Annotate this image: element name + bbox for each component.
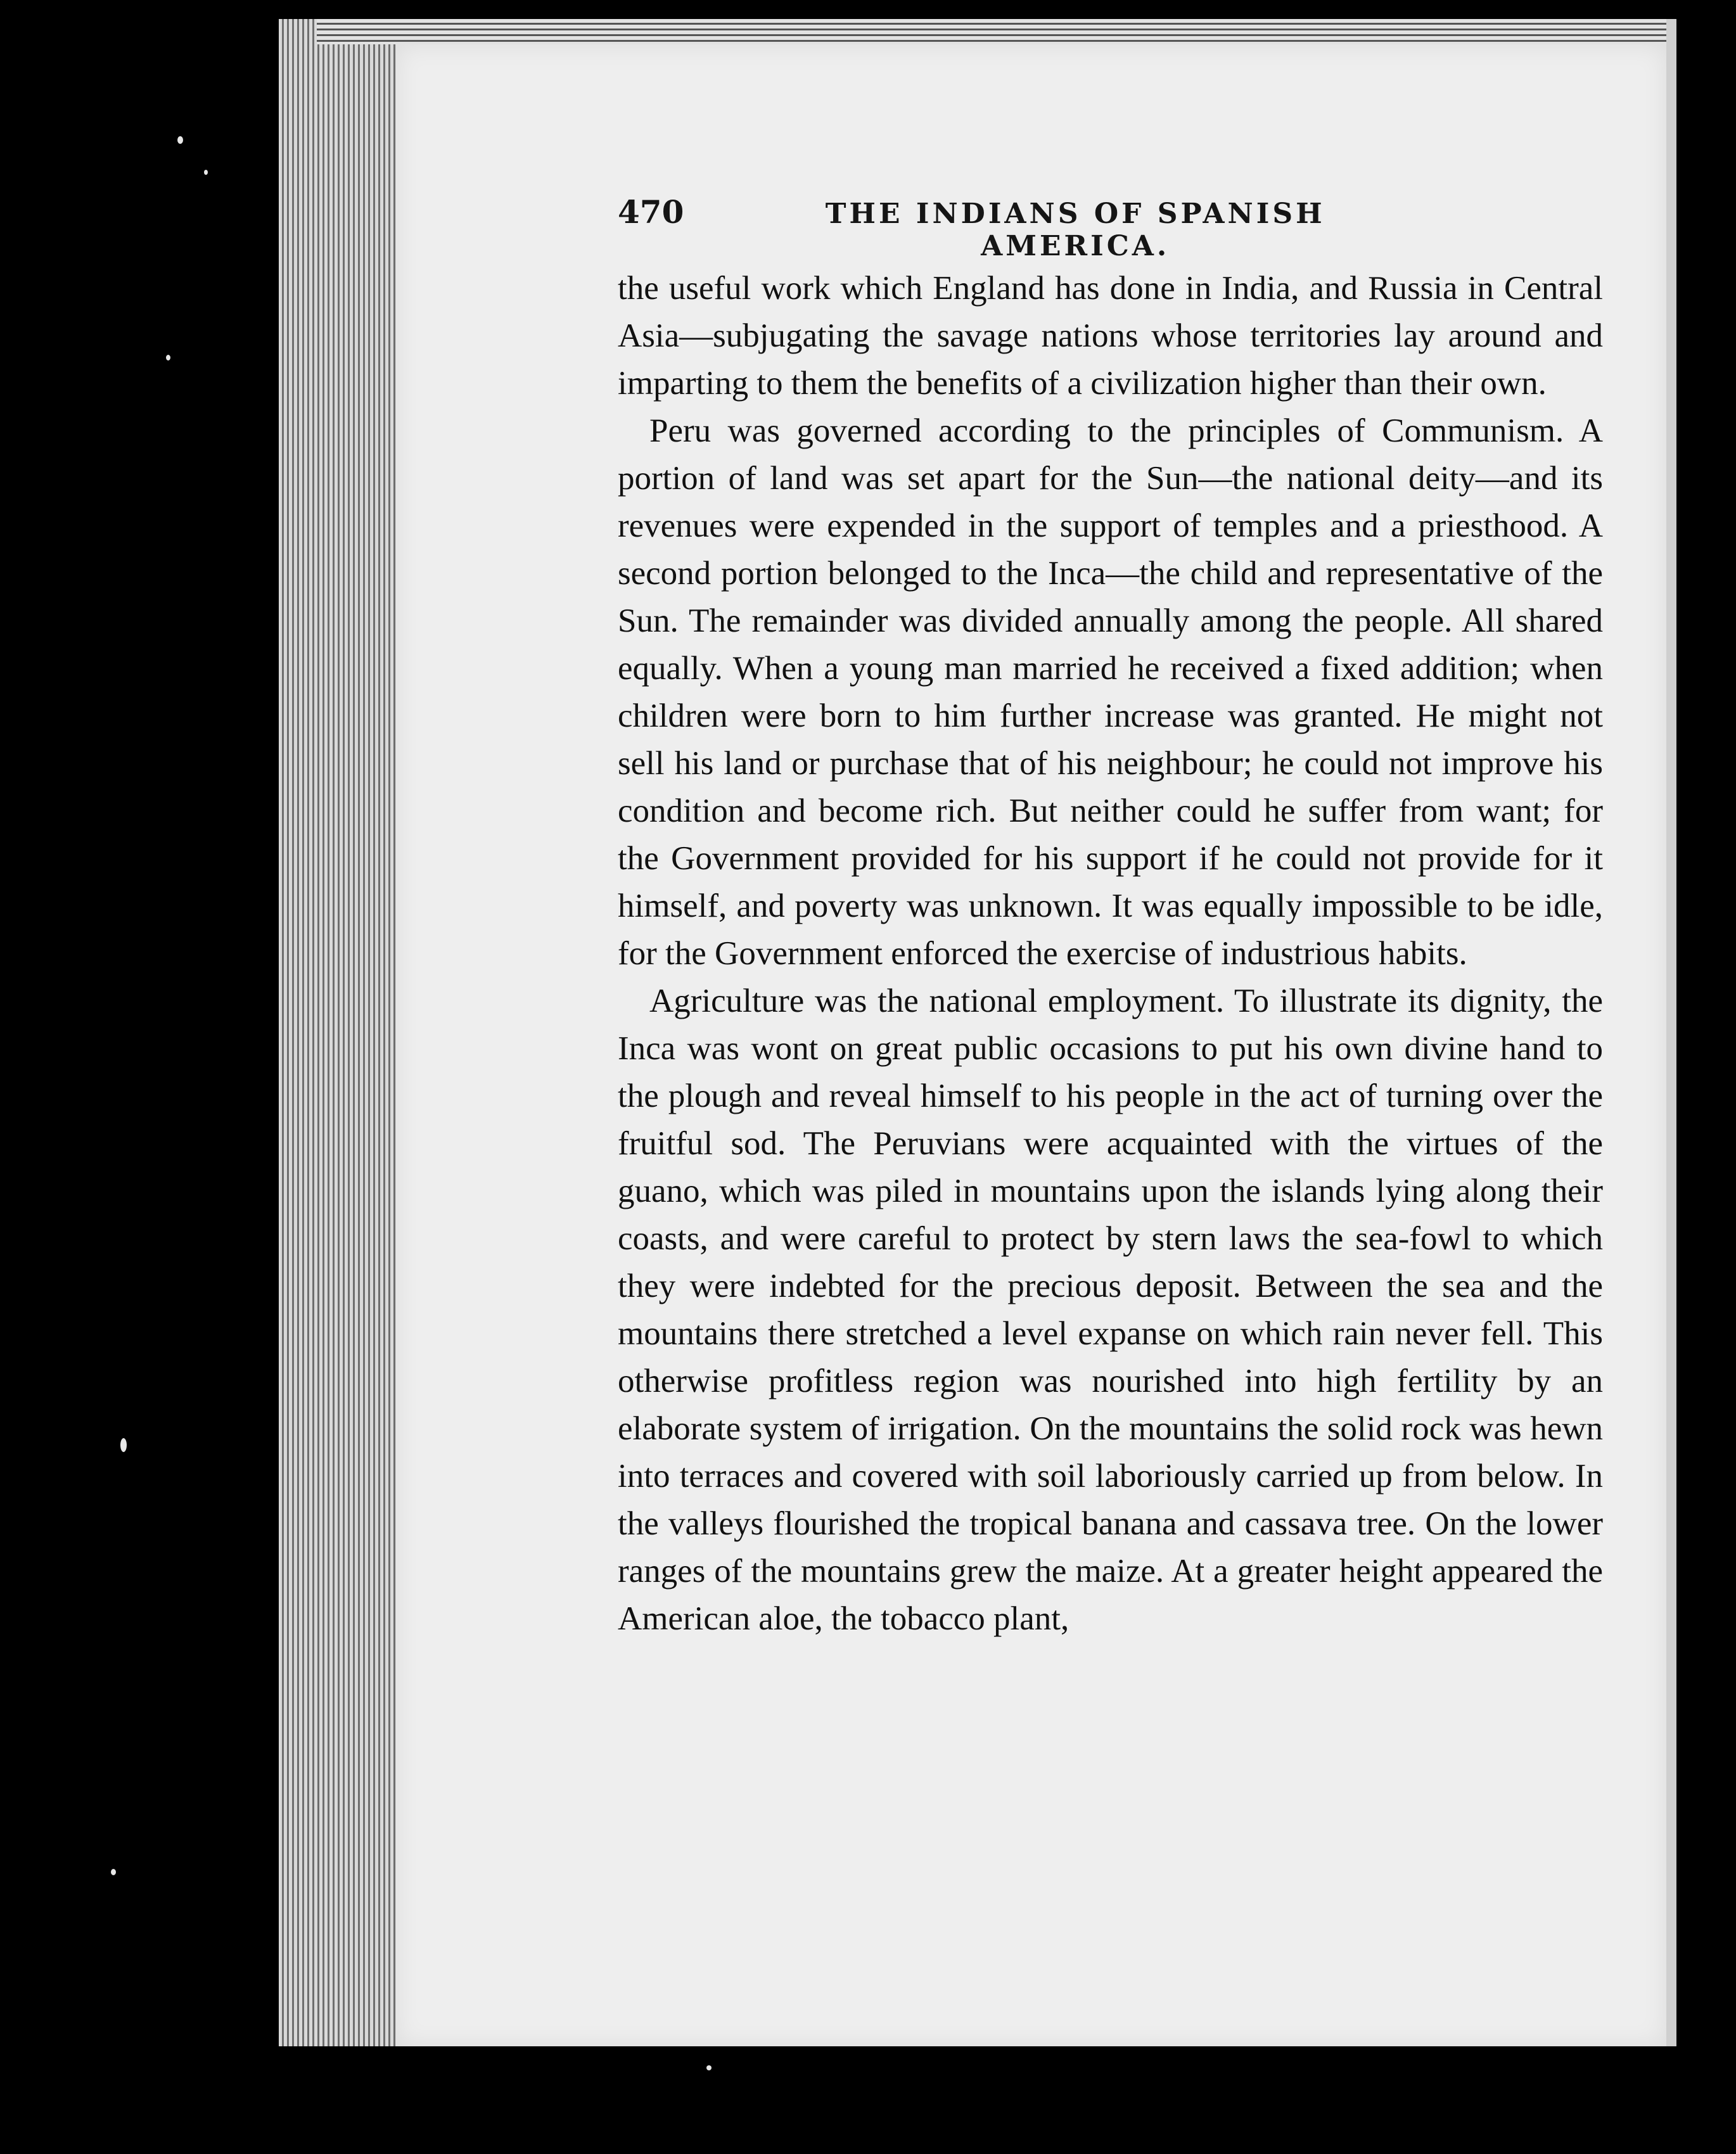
page-edges-top [317, 19, 1666, 44]
body-text [618, 265, 1603, 1643]
dust-speck [706, 2065, 712, 2070]
dust-speck [177, 136, 183, 144]
paragraph-2: Peru was governed according to the principles of Communism. A portion of land was set apart for the Sun—the national deity—and its revenues were expended in the support of temples and a priesthood. A second portion belonged to the Inca—the child and representative of the Sun. The remainder was divided annually among the people. All shared equally. When a young man married he received a fixed addition; when children were born to him further increase was granted. He might not sell his land or purchase that of his neighbour; he could not improve his condition and become rich. But neither could he suffer from want; for the Government provided for his support if he could not provide for it himself, and poverty was unknown. It was equally impossible to be idle, for the Government enforced the exercise of industrious habits. [618, 412, 1603, 972]
dust-speck [204, 170, 208, 175]
dust-speck [166, 355, 170, 360]
dust-speck [120, 1438, 127, 1452]
dust-speck [111, 1869, 116, 1875]
paragraph-3: Agriculture was the national employment. To illustrate its dignity, the Inca was wont on great public occasions to put his own divine hand to the plough and reveal himself to his people in the act of turning over the fruitful sod. The Peruvians were acquainted with the virtues of the guano, which was piled in mountains upon the islands lying along their coasts, and were careful to protect by stern laws the sea-fowl to which they were indebted for the precious deposit. Between the sea and the mountains there stretched a level expanse on which rain never fell. This otherwise profitless region was nourished into high fertility by an elaborate system of irrigation. On the mountains the solid rock was hewn into terraces and covered with soil laboriously carried up from below. In the valleys flourished the tropical banana and cassava tree. On the lower ranges of the mountains grew the maize. At a greater height appeared the American aloe, the tobacco plant, [618, 983, 1603, 1637]
running-title: THE INDIANS OF SPANISH AMERICA. [825, 198, 1325, 262]
page-number: 470 [618, 193, 684, 231]
running-head [618, 193, 1410, 262]
page-edge-right [1666, 19, 1676, 2046]
paragraph-1: the useful work which England has done in India, and Russia in Central Asia—subjugating the savage nations whose territories lay around and imparting to them the benefits of a civilization higher than their own. [618, 270, 1603, 402]
page-edges-left [279, 19, 396, 2046]
